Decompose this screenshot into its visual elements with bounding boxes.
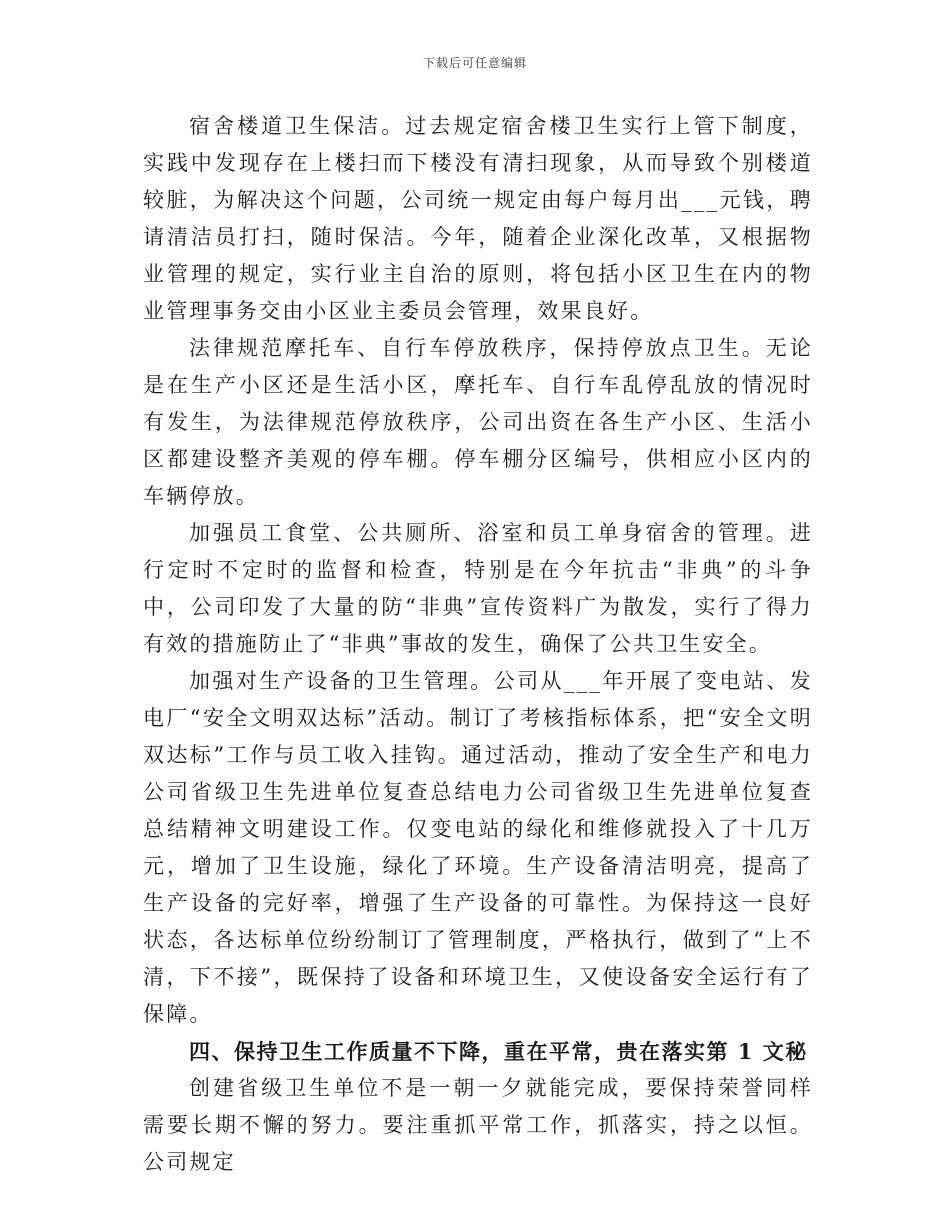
section-heading: 四、保持卫生工作质量不下降，重在平常，贵在落实第 1 文秘 [189,1039,808,1064]
paragraph-vehicle-parking: 法律规范摩托车、自行车停放秩序，保持停放点卫生。无论是在生产小区还是生活小区，摩托车、自行车乱停乱放的情况时有发生，为法律规范停放秩序，公司出资在各生产小区、生活小区都建设整齐美观的停车棚。停车棚分区编号，供相应小区内的车辆停放。 [143,336,813,508]
paragraph-closing: 创建省级卫生单位不是一朝一夕就能完成，要保持荣誉同样需要长期不懈的努力。要注重抓平常工作，抓落实，持之以恒。公司规定 [143,1076,813,1174]
paragraph-equipment-hygiene: 加强对生产设备的卫生管理。公司从___年开展了变电站、发电厂“安全文明双达标”活动。制订了考核指标体系，把“安全文明双达标”工作与员工收入挂钩。通过活动，推动了安全生产和电力公司省级卫生先进单位复查总结电力公司省级卫生先进单位复查总结精神文明建设工作。仅变电站的绿化和维修就投入了十几万元，增加了卫生设施，绿化了环境。生产设备清洁明亮，提高了生产设备的完好率，增强了生产设备的可靠性。为保持这一良好状态，各达标单位纷纷制订了管理制度，严格执行，做到了“上不清，下不接”，既保持了设备和环境卫生，又使设备安全运行有了保障。 [143,669,813,1026]
paragraph-dorm-cleaning: 宿舍楼道卫生保洁。过去规定宿舍楼卫生实行上管下制度，实践中发现存在上楼扫而下楼没有清扫现象，从而导致个别楼道较脏，为解决这个问题，公司统一规定由每户每月出___元钱，聘请清洁员打扫，随时保洁。今年，随着企业深化改革，又根据物业管理的规定，实行业主自治的原则，将包括小区卫生在内的物业管理事务交由小区业主委员会管理，效果良好。 [143,114,813,323]
document-body [143,108,813,1181]
paragraph-canteen-management: 加强员工食堂、公共厕所、浴室和员工单身宿舍的管理。进行定时不定时的监督和检查，特别是在今年抗击“非典”的斗争中，公司印发了大量的防“非典”宣传资料广为散发，实行了得力有效的措施防止了“非典”事故的发生，确保了公共卫生安全。 [143,521,813,656]
header-note: 下载后可任意编辑 [422,56,527,70]
